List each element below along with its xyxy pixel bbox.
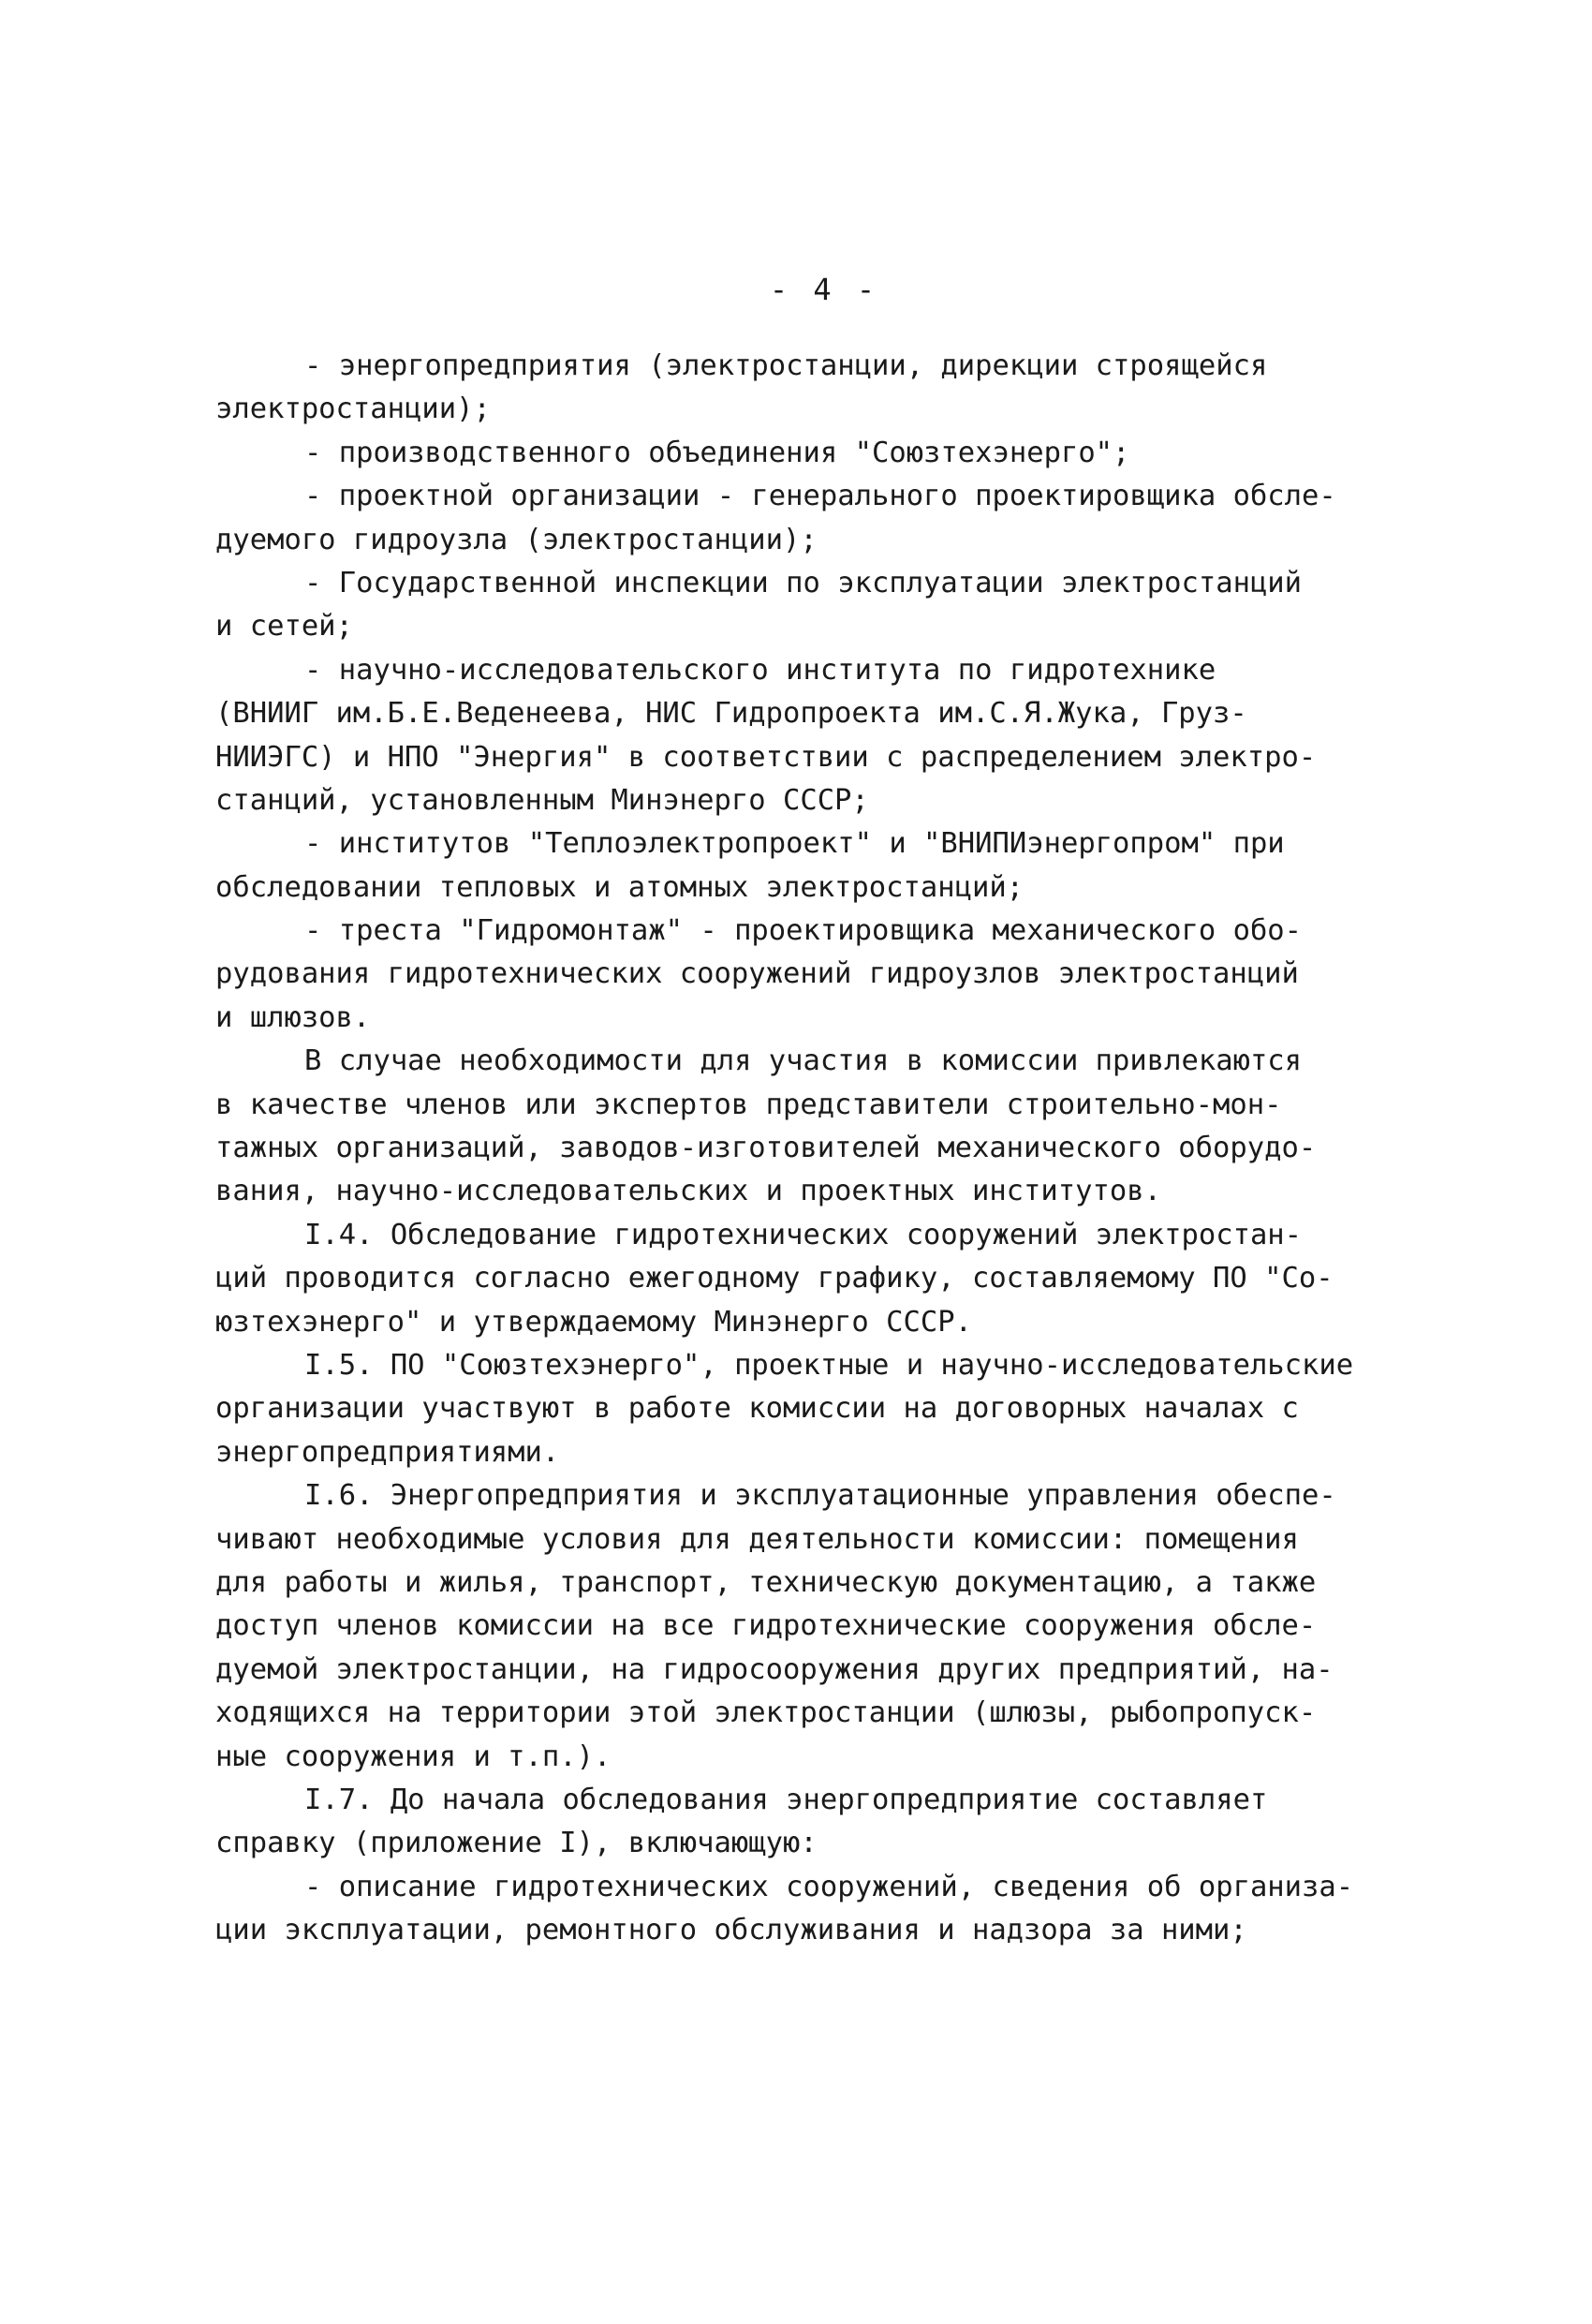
- text-line: ций проводится согласно ежегодному графику, составляемому ПО "Со-: [215, 1262, 1334, 1295]
- text-line: обследовании тепловых и атомных электростанций;: [215, 870, 1024, 904]
- text-line: станций, установленным Минэнерго СССР;: [215, 783, 869, 817]
- text-line: юзтехэнерго" и утверждаемому Минэнерго СССР.: [215, 1305, 972, 1339]
- page-number: - 4 -: [769, 272, 879, 307]
- text-line: и сетей;: [215, 610, 353, 644]
- text-line: ходящихся на территории этой электростанции (шлюзы, рыбопропуск-: [215, 1696, 1317, 1730]
- text-line: - Государственной инспекции по эксплуатации электростанций: [304, 566, 1303, 600]
- text-line: - описание гидротехнических сооружений, сведения об организа-: [304, 1870, 1354, 1903]
- text-line: энергопредприятиями.: [215, 1435, 560, 1469]
- text-line: справку (приложение I), включающую:: [215, 1827, 818, 1860]
- text-line: организации участвуют в работе комиссии на договорных началах с: [215, 1392, 1299, 1426]
- text-line: тажных организаций, заводов-изготовителей механического оборудо-: [215, 1132, 1317, 1165]
- text-line: I.5. ПО "Союзтехэнерго", проектные и научно-исследовательские: [304, 1348, 1354, 1382]
- text-line: - энергопредприятия (электростанции, дирекции строящейся: [304, 349, 1268, 382]
- text-line: ции эксплуатации, ремонтного обслуживания и надзора за ними;: [215, 1914, 1247, 1947]
- text-line: и шлюзов.: [215, 1000, 371, 1034]
- text-line: НИИЭГС) и НПО "Энергия" в соответствии с распределением электро-: [215, 740, 1317, 774]
- text-line: ные сооружения и т.п.).: [215, 1739, 612, 1773]
- text-line: рудования гидротехнических сооружений гидроузлов электростанций: [215, 957, 1299, 991]
- text-line: в качестве членов или экспертов представители строительно-мон-: [215, 1088, 1282, 1121]
- text-line: для работы и жилья, транспорт, техническую документацию, а также: [215, 1565, 1317, 1599]
- text-line: I.6. Энергопредприятия и эксплуатационные управления обеспе-: [304, 1479, 1336, 1513]
- text-line: электростанции);: [215, 392, 491, 426]
- text-line: доступ членов комиссии на все гидротехнические сооружения обсле-: [215, 1609, 1317, 1643]
- text-line: - производственного объединения "Союзтехэнерго";: [304, 436, 1130, 469]
- text-line: вания, научно-исследовательских и проектных институтов.: [215, 1175, 1161, 1208]
- text-line: I.4. Обследование гидротехнических сооружений электростан-: [304, 1218, 1303, 1251]
- text-line: I.7. До начала обследования энергопредприятие составляет: [304, 1783, 1268, 1816]
- text-line: - проектной организации - генерального проектировщика обсле-: [304, 480, 1336, 513]
- text-line: дуемой электростанции, на гидросооружения других предприятий, на-: [215, 1652, 1334, 1686]
- body-text: [215, 345, 1395, 1952]
- text-line: чивают необходимые условия для деятельности комиссии: помещения: [215, 1522, 1299, 1556]
- text-line: - научно-исследовательского института по гидротехнике: [304, 653, 1216, 687]
- text-line: (ВНИИГ им.Б.Е.Веденеева, НИС Гидропроекта им.С.Я.Жука, Груз-: [215, 697, 1247, 731]
- text-line: - институтов "Теплоэлектропроект" и "ВНИПИэнергопром" при: [304, 827, 1285, 861]
- text-line: дуемого гидроузла (электростанции);: [215, 523, 818, 556]
- text-line: В случае необходимости для участия в комиссии привлекаются: [304, 1044, 1303, 1078]
- text-line: - треста "Гидромонтаж" - проектировщика механического обо-: [304, 914, 1303, 948]
